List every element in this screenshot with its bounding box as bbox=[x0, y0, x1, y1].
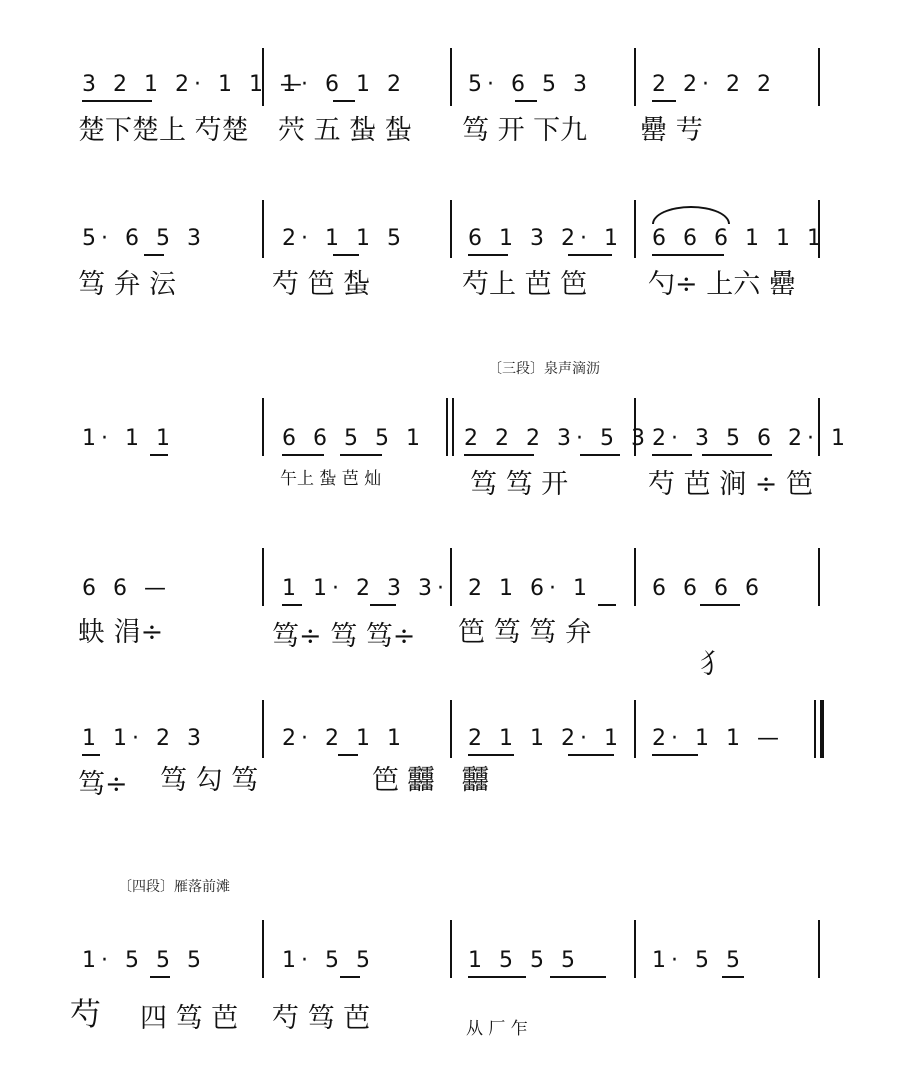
final-barline bbox=[820, 700, 824, 758]
measure: 1· 1 1 bbox=[82, 426, 175, 451]
underline bbox=[550, 976, 606, 978]
measure: 1 1· 2 3 bbox=[82, 726, 206, 751]
measure: 1· 5 5 bbox=[282, 948, 375, 973]
tablature-text: 芍 芭 涧 ÷ 笆 bbox=[648, 469, 813, 500]
underline bbox=[468, 976, 526, 978]
barline bbox=[634, 920, 636, 978]
underline bbox=[598, 604, 616, 606]
tablature-text: 罍 䒓 bbox=[640, 115, 703, 146]
tablature-text: 从 厂 乍 bbox=[466, 1019, 528, 1039]
final-barline bbox=[814, 700, 816, 758]
underline bbox=[144, 254, 164, 256]
measure: 5· 6 5 3 bbox=[468, 72, 592, 97]
tablature-text: 笃÷ bbox=[78, 769, 128, 800]
measure: 6 6 6 6 bbox=[652, 576, 764, 601]
barline bbox=[262, 200, 264, 258]
underline bbox=[652, 754, 698, 756]
section-heading: 〔四段〕雁落前滩 bbox=[118, 879, 230, 895]
measure: 2· 2 1 1 bbox=[282, 726, 406, 751]
tablature-text: 笃 弁 沄 bbox=[78, 269, 177, 300]
underline bbox=[282, 454, 324, 456]
underline bbox=[652, 254, 724, 256]
underline bbox=[333, 100, 355, 102]
barline bbox=[262, 548, 264, 606]
measure: 2 2· 2 2 bbox=[652, 72, 776, 97]
double-barline bbox=[446, 398, 448, 456]
underline bbox=[468, 754, 514, 756]
underline bbox=[652, 100, 676, 102]
underline bbox=[338, 754, 358, 756]
underline bbox=[568, 254, 612, 256]
underline bbox=[464, 454, 534, 456]
barline bbox=[450, 200, 452, 258]
tablature-text: 笆 笃 笃 弁 bbox=[458, 617, 592, 648]
measure: 1· 5 5 bbox=[652, 948, 745, 973]
tablature-text: 䨻 bbox=[462, 765, 489, 796]
barline bbox=[818, 548, 820, 606]
underline bbox=[468, 254, 508, 256]
measure: 5· 6 5 3 bbox=[82, 226, 206, 251]
tablature-text: 芍 笃 芭 bbox=[272, 1003, 371, 1034]
measure: 2 1 6· 1 bbox=[468, 576, 592, 601]
measure: 6 6 — bbox=[82, 576, 171, 601]
measure: 2· 1 1 — bbox=[652, 726, 784, 751]
tablature-text: 笃 开 下九 bbox=[462, 115, 588, 146]
measure: 6 6 5 5 1 bbox=[282, 426, 425, 451]
tablature-text: 午上 蚻 芭 灿 bbox=[280, 469, 382, 489]
measure: 1 5 5 5 bbox=[468, 948, 580, 973]
tablature-text: 蚗 涓÷ bbox=[78, 617, 164, 648]
measure: 3 2 1 2· 1 1 — bbox=[82, 72, 307, 97]
measure: 6 6 6 1 1 1 bbox=[652, 226, 826, 251]
measure: 1 1· 2 3 3· bbox=[282, 576, 449, 601]
barline bbox=[262, 398, 264, 456]
underline bbox=[568, 754, 614, 756]
underline bbox=[340, 454, 382, 456]
measure: 2 2 2 3· 5 3 bbox=[464, 426, 650, 451]
barline bbox=[818, 920, 820, 978]
tablature-text: 勺÷ 上六 罍 bbox=[648, 269, 796, 300]
underline bbox=[82, 100, 152, 102]
barline bbox=[634, 548, 636, 606]
barline bbox=[634, 700, 636, 758]
tablature-text: 犭 bbox=[700, 649, 727, 680]
barline bbox=[450, 920, 452, 978]
tablature-text: 芍 bbox=[70, 997, 101, 1033]
tablature-text: 笃 勾 笃 bbox=[160, 765, 259, 796]
underline bbox=[370, 604, 396, 606]
barline bbox=[450, 48, 452, 106]
measure: 2 1 1 2· 1 bbox=[468, 726, 623, 751]
tablature-text: 楚下楚上 芍楚 bbox=[78, 115, 249, 146]
measure: 2· 3 5 6 2· 1 bbox=[652, 426, 850, 451]
measure: 6 1 3 2· 1 bbox=[468, 226, 623, 251]
tablature-text: 四 笃 芭 bbox=[140, 1003, 239, 1034]
tablature-text: 茓 五 蚻 蚻 bbox=[278, 115, 412, 146]
underline bbox=[722, 976, 744, 978]
barline bbox=[450, 700, 452, 758]
barline bbox=[262, 700, 264, 758]
measure: 1· 5 5 5 bbox=[82, 948, 206, 973]
barline bbox=[818, 48, 820, 106]
slur bbox=[652, 206, 730, 224]
barline bbox=[450, 548, 452, 606]
underline bbox=[340, 976, 360, 978]
tablature-text: 笃 笃 开 bbox=[470, 469, 569, 500]
barline bbox=[634, 48, 636, 106]
underline bbox=[702, 454, 772, 456]
tablature-text: 芍上 芭 笆 bbox=[462, 269, 588, 300]
barline bbox=[634, 200, 636, 258]
underline bbox=[282, 604, 302, 606]
measure: 2· 1 1 5 bbox=[282, 226, 406, 251]
tablature-text: 笆 䨻 bbox=[372, 765, 435, 796]
underline bbox=[515, 100, 537, 102]
underline bbox=[333, 254, 359, 256]
double-barline bbox=[452, 398, 454, 456]
underline bbox=[580, 454, 620, 456]
measure: 1· 6 1 2 bbox=[282, 72, 406, 97]
underline bbox=[82, 754, 100, 756]
underline bbox=[150, 454, 168, 456]
section-heading: 〔三段〕泉声滴沥 bbox=[488, 361, 600, 377]
tablature-text: 笃÷ 笃 笃÷ bbox=[272, 621, 416, 652]
underline bbox=[652, 454, 692, 456]
underline bbox=[700, 604, 740, 606]
barline bbox=[262, 920, 264, 978]
tablature-text: 芍 笆 蚻 bbox=[272, 269, 371, 300]
underline bbox=[150, 976, 170, 978]
